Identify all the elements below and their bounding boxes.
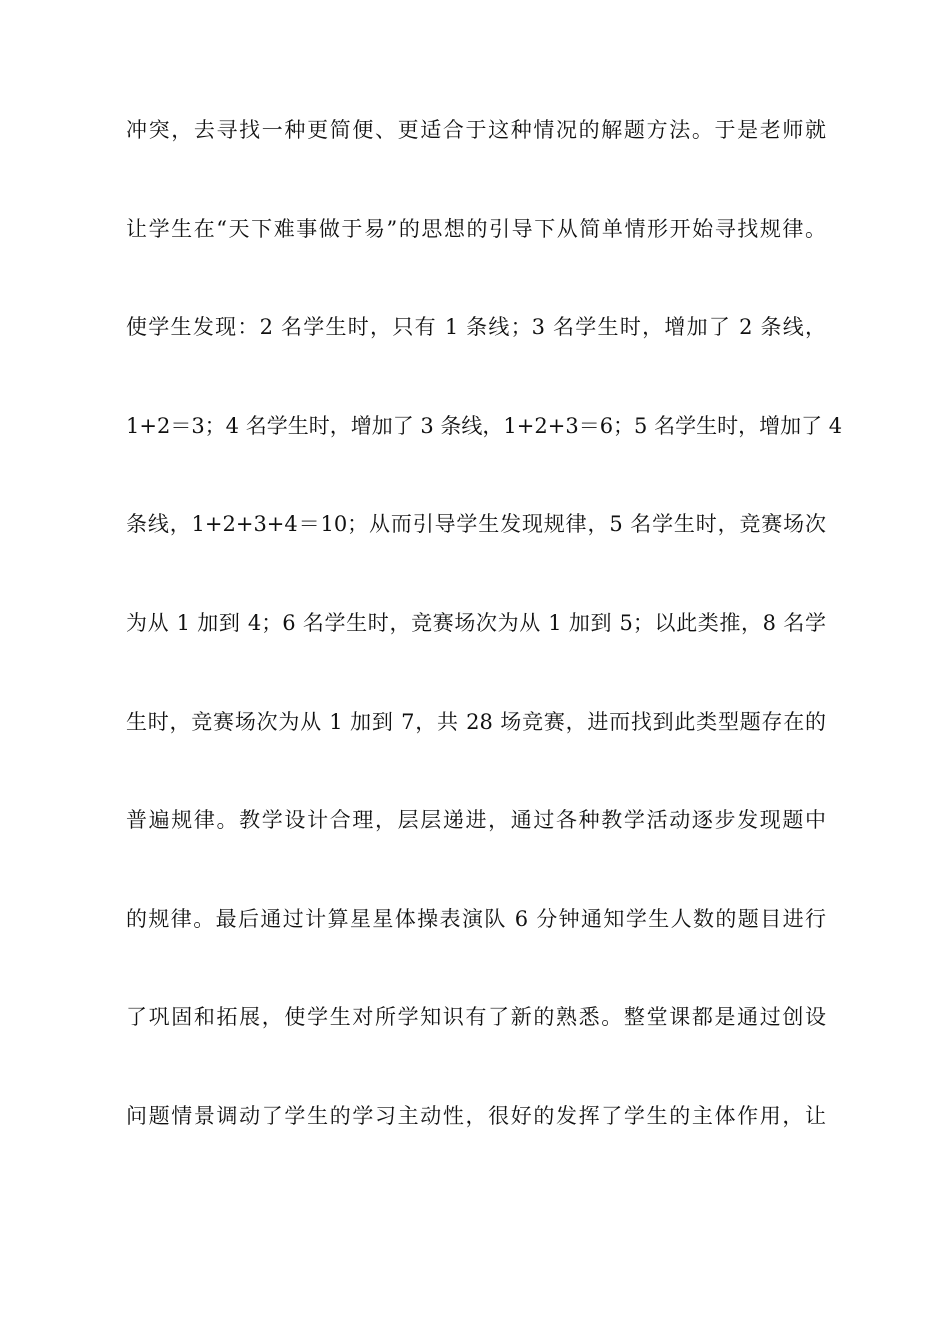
text-line: 让学生在“天下难事做于易”的思想的引导下从简单情形开始寻找规律。	[126, 216, 826, 241]
text-line: 条线，1+2+3+4＝10；从而引导学生发现规律，5 名学生时，竞赛场次	[126, 512, 826, 537]
text-line: 的规律。最后通过计算星星体操表演队 6 分钟通知学生人数的题目进行	[126, 906, 826, 931]
text-line: 问题情景调动了学生的学习主动性，很好的发挥了学生的主体作用，让	[126, 1103, 826, 1128]
text-line: 1+2＝3；4 名学生时，增加了 3 条线，1+2+3＝6；5 名学生时，增加了 4	[126, 413, 843, 438]
document-text-body	[126, 118, 843, 1128]
text-line: 普遍规律。教学设计合理，层层递进，通过各种教学活动逐步发现题中	[126, 808, 826, 833]
text-line: 冲突，去寻找一种更简便、更适合于这种情况的解题方法。于是老师就	[126, 118, 826, 142]
text-line: 生时，竞赛场次为从 1 加到 7，共 28 场竞赛，进而找到此类型题存在的	[126, 709, 826, 734]
text-line: 使学生发现：2 名学生时，只有 1 条线；3 名学生时，增加了 2 条线，	[126, 315, 826, 340]
text-line: 了巩固和拓展，使学生对所学知识有了新的熟悉。整堂课都是通过创设	[126, 1005, 826, 1030]
text-line: 为从 1 加到 4；6 名学生时，竞赛场次为从 1 加到 5；以此类推，8 名学	[126, 610, 826, 635]
